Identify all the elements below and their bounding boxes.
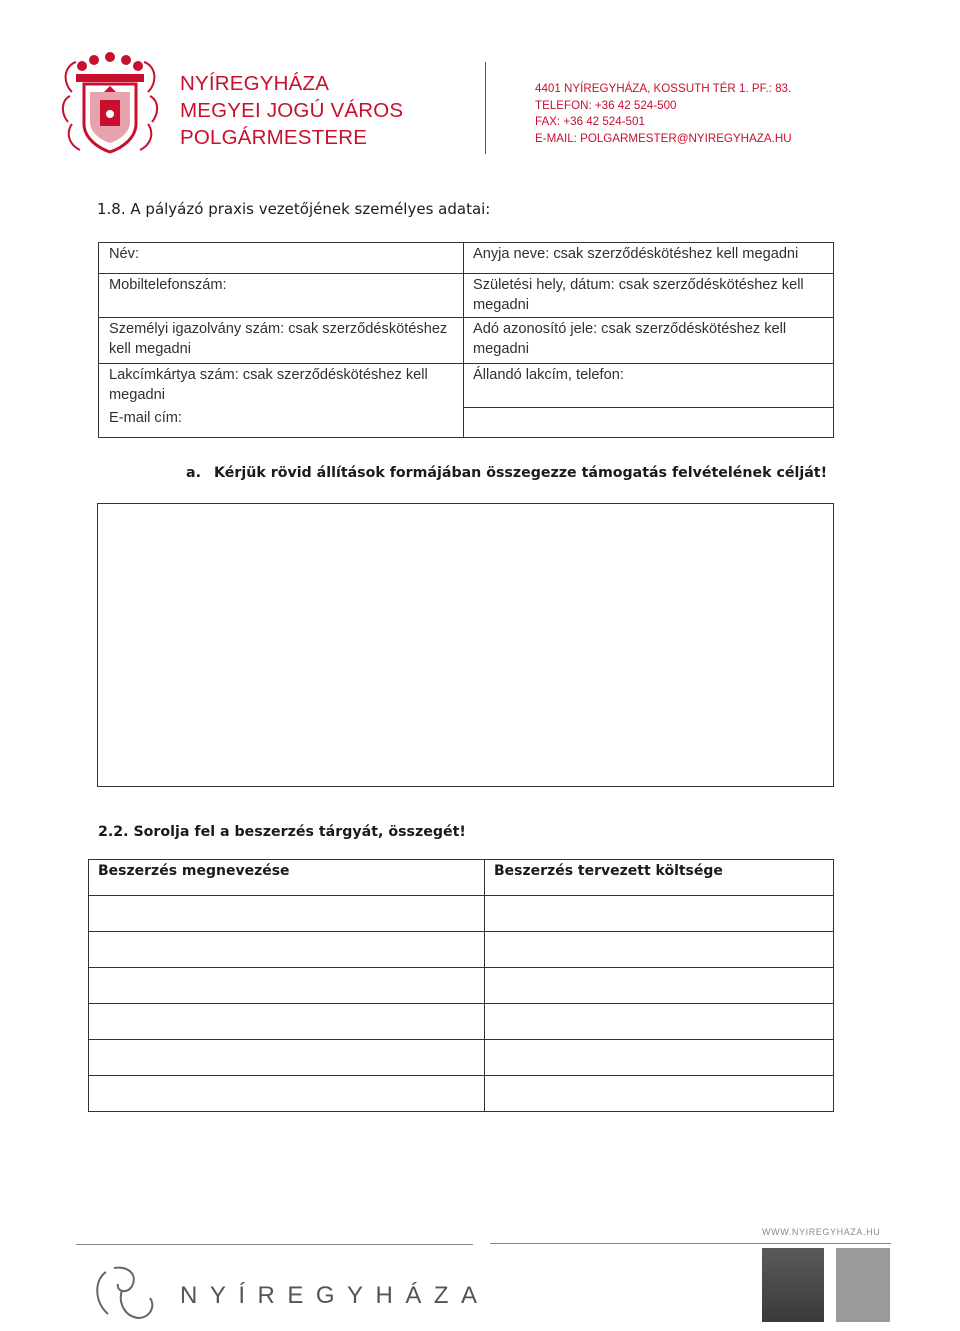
footer-website: WWW.NYIREGYHAZA.HU	[762, 1227, 881, 1237]
section-2-2-title: 2.2. Sorolja fel a beszerzés tárgyát, összegét!	[98, 824, 466, 840]
field-mother-name[interactable]: Anyja neve: csak szerződéskötéshez kell megadni	[473, 246, 799, 262]
table-row	[89, 932, 834, 968]
field-birth-place-date[interactable]: Születési hely, dátum: csak szerződéskötéshez kell megadni	[463, 273, 833, 317]
table-cell[interactable]	[89, 968, 485, 1004]
contact-fax: FAX: +36 42 524-501	[535, 115, 645, 128]
field-email[interactable]: E-mail cím:	[109, 410, 182, 426]
personal-data-left-column	[99, 243, 464, 437]
personal-data-table	[98, 242, 834, 438]
issuer-name-line: MEGYEI JOGÚ VÁROS	[180, 99, 404, 122]
personal-data-right-column	[463, 243, 833, 437]
footer-decor-bar-dark	[762, 1248, 824, 1322]
table-cell[interactable]	[89, 932, 485, 968]
issuer-name	[180, 70, 403, 151]
field-address-card[interactable]: Lakcímkártya szám: csak szerződéskötéshez kell megadni	[99, 363, 463, 407]
contact-address: 4401 NYÍREGYHÁZA, KOSSUTH TÉR 1. PF.: 83.	[535, 82, 792, 95]
field-name[interactable]: Név:	[109, 246, 140, 262]
table-cell[interactable]	[89, 896, 485, 932]
field-id-card[interactable]: Személyi igazolvány szám: csak szerződéskötéshez kell megadni	[99, 317, 463, 363]
footer-town-name: NYÍREGYHÁZA	[180, 1282, 490, 1309]
table-cell[interactable]	[485, 932, 834, 968]
field-mobile[interactable]: Mobiltelefonszám:	[99, 273, 463, 317]
table-header-row	[89, 860, 834, 896]
field-empty[interactable]	[463, 407, 833, 437]
table-cell[interactable]	[89, 1004, 485, 1040]
city-coat-of-arms-logo	[58, 52, 162, 160]
table-row	[89, 1040, 834, 1076]
issuer-name-line: POLGÁRMESTERE	[180, 126, 368, 149]
table-row	[89, 896, 834, 932]
column-header-item-name: Beszerzés megnevezése	[89, 860, 485, 896]
table-cell[interactable]	[485, 1076, 834, 1112]
purchase-table	[88, 859, 834, 1112]
purpose-answer-box[interactable]	[97, 503, 834, 787]
contact-email: E-MAIL: POLGARMESTER@NYIREGYHAZA.HU	[535, 131, 792, 145]
footer-rule-left	[76, 1244, 473, 1245]
table-cell[interactable]	[485, 896, 834, 932]
table-cell[interactable]	[89, 1076, 485, 1112]
issuer-name-line: NYÍREGYHÁZA	[180, 72, 330, 95]
table-row	[89, 1076, 834, 1112]
section-1-8-title: 1.8. A pályázó praxis vezetőjének személyes adatai:	[97, 200, 491, 218]
table-cell[interactable]	[485, 968, 834, 1004]
field-permanent-address[interactable]: Állandó lakcím, telefon:	[463, 363, 833, 407]
table-cell[interactable]	[485, 1004, 834, 1040]
table-row	[89, 968, 834, 1004]
column-header-planned-cost: Beszerzés tervezett költsége	[485, 860, 834, 896]
footer-decor-bar-light	[836, 1248, 890, 1322]
footer-rule-right	[490, 1243, 891, 1244]
field-tax-id[interactable]: Adó azonosító jele: csak szerződéskötéshez kell megadni	[463, 317, 833, 363]
contact-phone: TELEFON: +36 42 524-500	[535, 98, 677, 112]
table-cell[interactable]	[89, 1040, 485, 1076]
table-row	[89, 1004, 834, 1040]
table-cell[interactable]	[485, 1040, 834, 1076]
contact-block	[535, 81, 792, 147]
purpose-question: Kérjük rövid állítások formájában összegezze támogatás felvételének célját!	[214, 465, 828, 481]
header-divider	[485, 62, 486, 154]
purpose-marker: a.	[186, 465, 201, 481]
town-swirl-logo	[88, 1262, 160, 1322]
